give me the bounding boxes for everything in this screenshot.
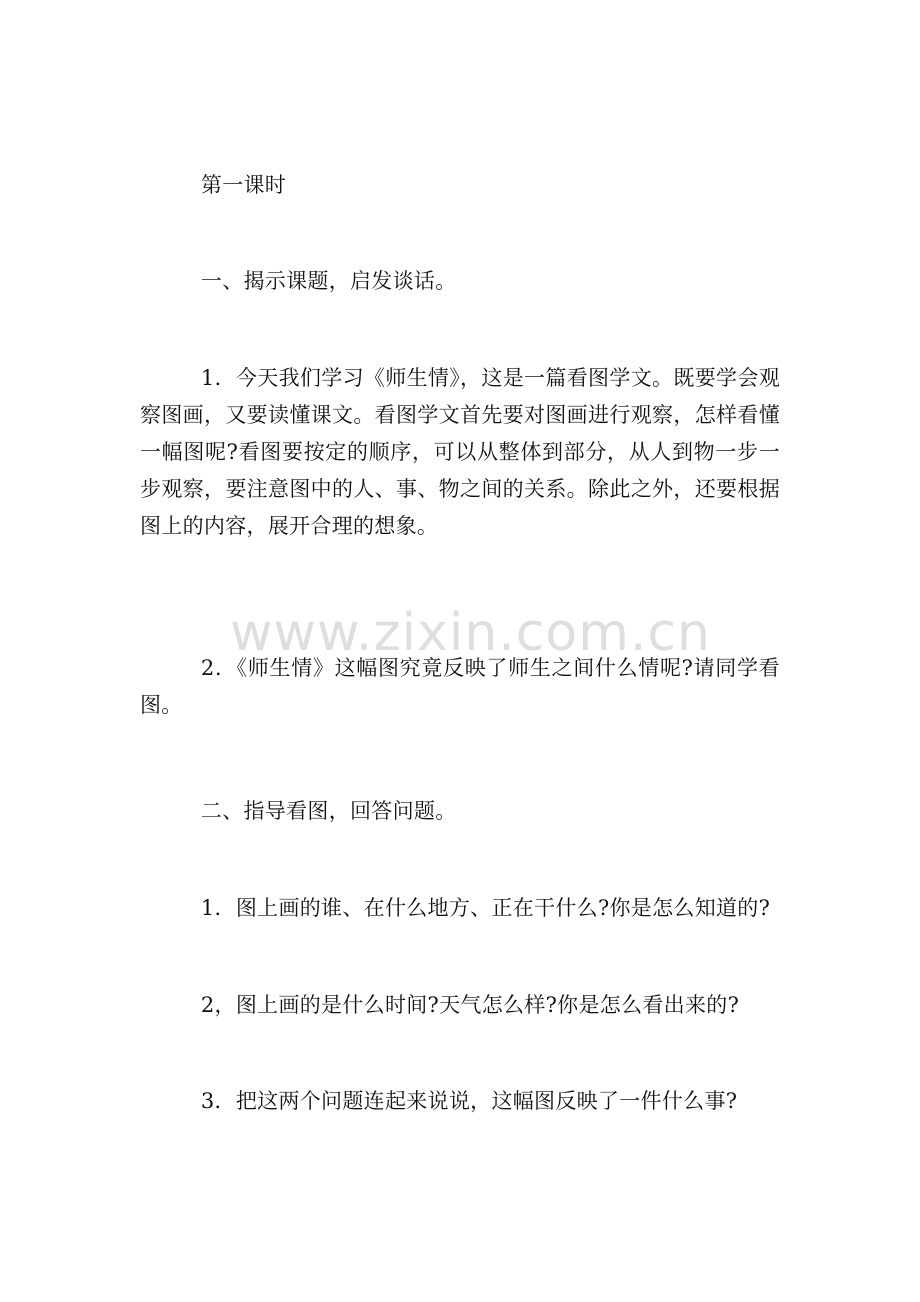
section-1-paragraph-2: 2．《师生情》这幅图究竟反映了师生之间什么情呢?请同学看图。 [140,656,780,717]
lesson-heading: 第一课时 [200,173,287,197]
section-1-paragraph-1: 1．今天我们学习《师生情》，这是一篇看图学文。既要学会观察图画，又要读懂课文。看图学文首先要对图画进行观察，怎样看懂一幅图呢?看图要按定的顺序，可以从整体到部分，从人到物一步一步观察，要注意图中的人、事、物之间的关系。除此之外，还要根据图上的内容，展开合理的想象。 [140,366,780,538]
section-1-title: 一、揭示课题，启发谈话。 [200,269,457,293]
section-2-question-2: 2，图上画的是什么时间?天气怎么样?你是怎么看出来的? [200,993,740,1017]
section-2-title: 二、指导看图，回答问题。 [200,799,457,823]
watermark: www.zixin.com.cn [230,603,711,663]
section-2-question-1: 1．图上画的谁、在什么地方、正在干什么?你是怎么知道的? [200,896,771,920]
section-2-question-3: 3．把这两个问题连起来说说，这幅图反映了一件什么事? [200,1089,738,1113]
